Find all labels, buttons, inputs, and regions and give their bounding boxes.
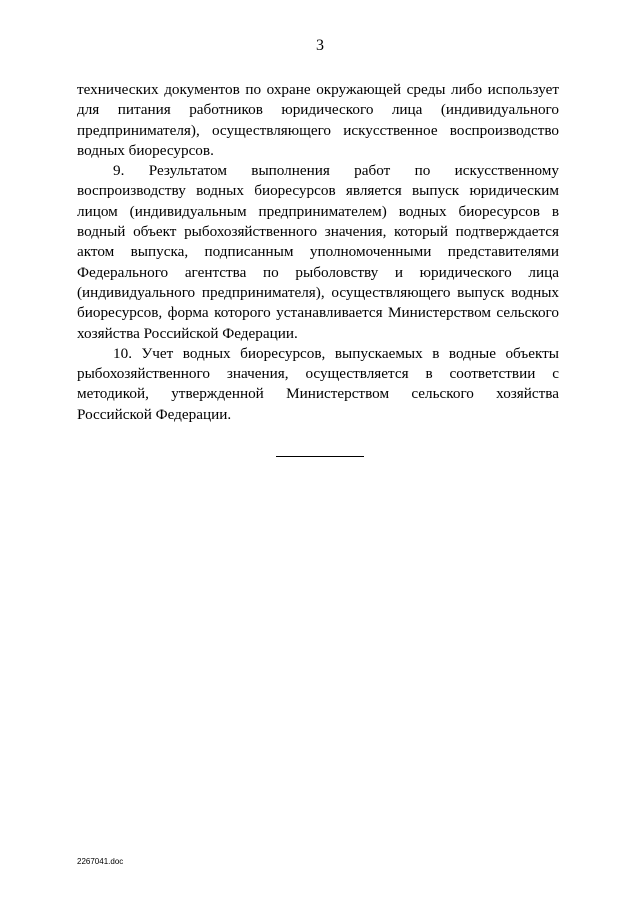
document-body xyxy=(77,80,559,425)
paragraph-item-10: 10. Учет водных биоресурсов, выпускаемых в водные объекты рыбохозяйственного значения, осуществляется в соответствии с методикой, утвержденной Министерством сельского хозяйства Российской Федерации. xyxy=(77,344,559,423)
document-file-code: 2267041.doc xyxy=(77,857,124,866)
paragraph-item-9: 9. Результатом выполнения работ по искусственному воспроизводству водных биоресурсов является выпуск юридическим лицом (индивидуальным предпринимателем) водных биоресурсов в водный объект рыбохозяйственного значения, который подтверждается актом выпуска, подписанным уполномоченными представителями Федерального агентства по рыболовству и юридического лица (индивидуального предпринимателя), осуществляющего выпуск водных биоресурсов, форма которого устанавливается Министерством сельского хозяйства Российской Федерации. xyxy=(77,162,559,342)
paragraph-continuation: технических документов по охране окружающей среды либо использует для питания работников юридического лица (индивидуального предпринимателя), осуществляющего искусственное воспроизводство водных биоресурсов. xyxy=(77,81,559,159)
page-number: 3 xyxy=(316,37,324,54)
end-of-text-rule xyxy=(276,456,364,457)
